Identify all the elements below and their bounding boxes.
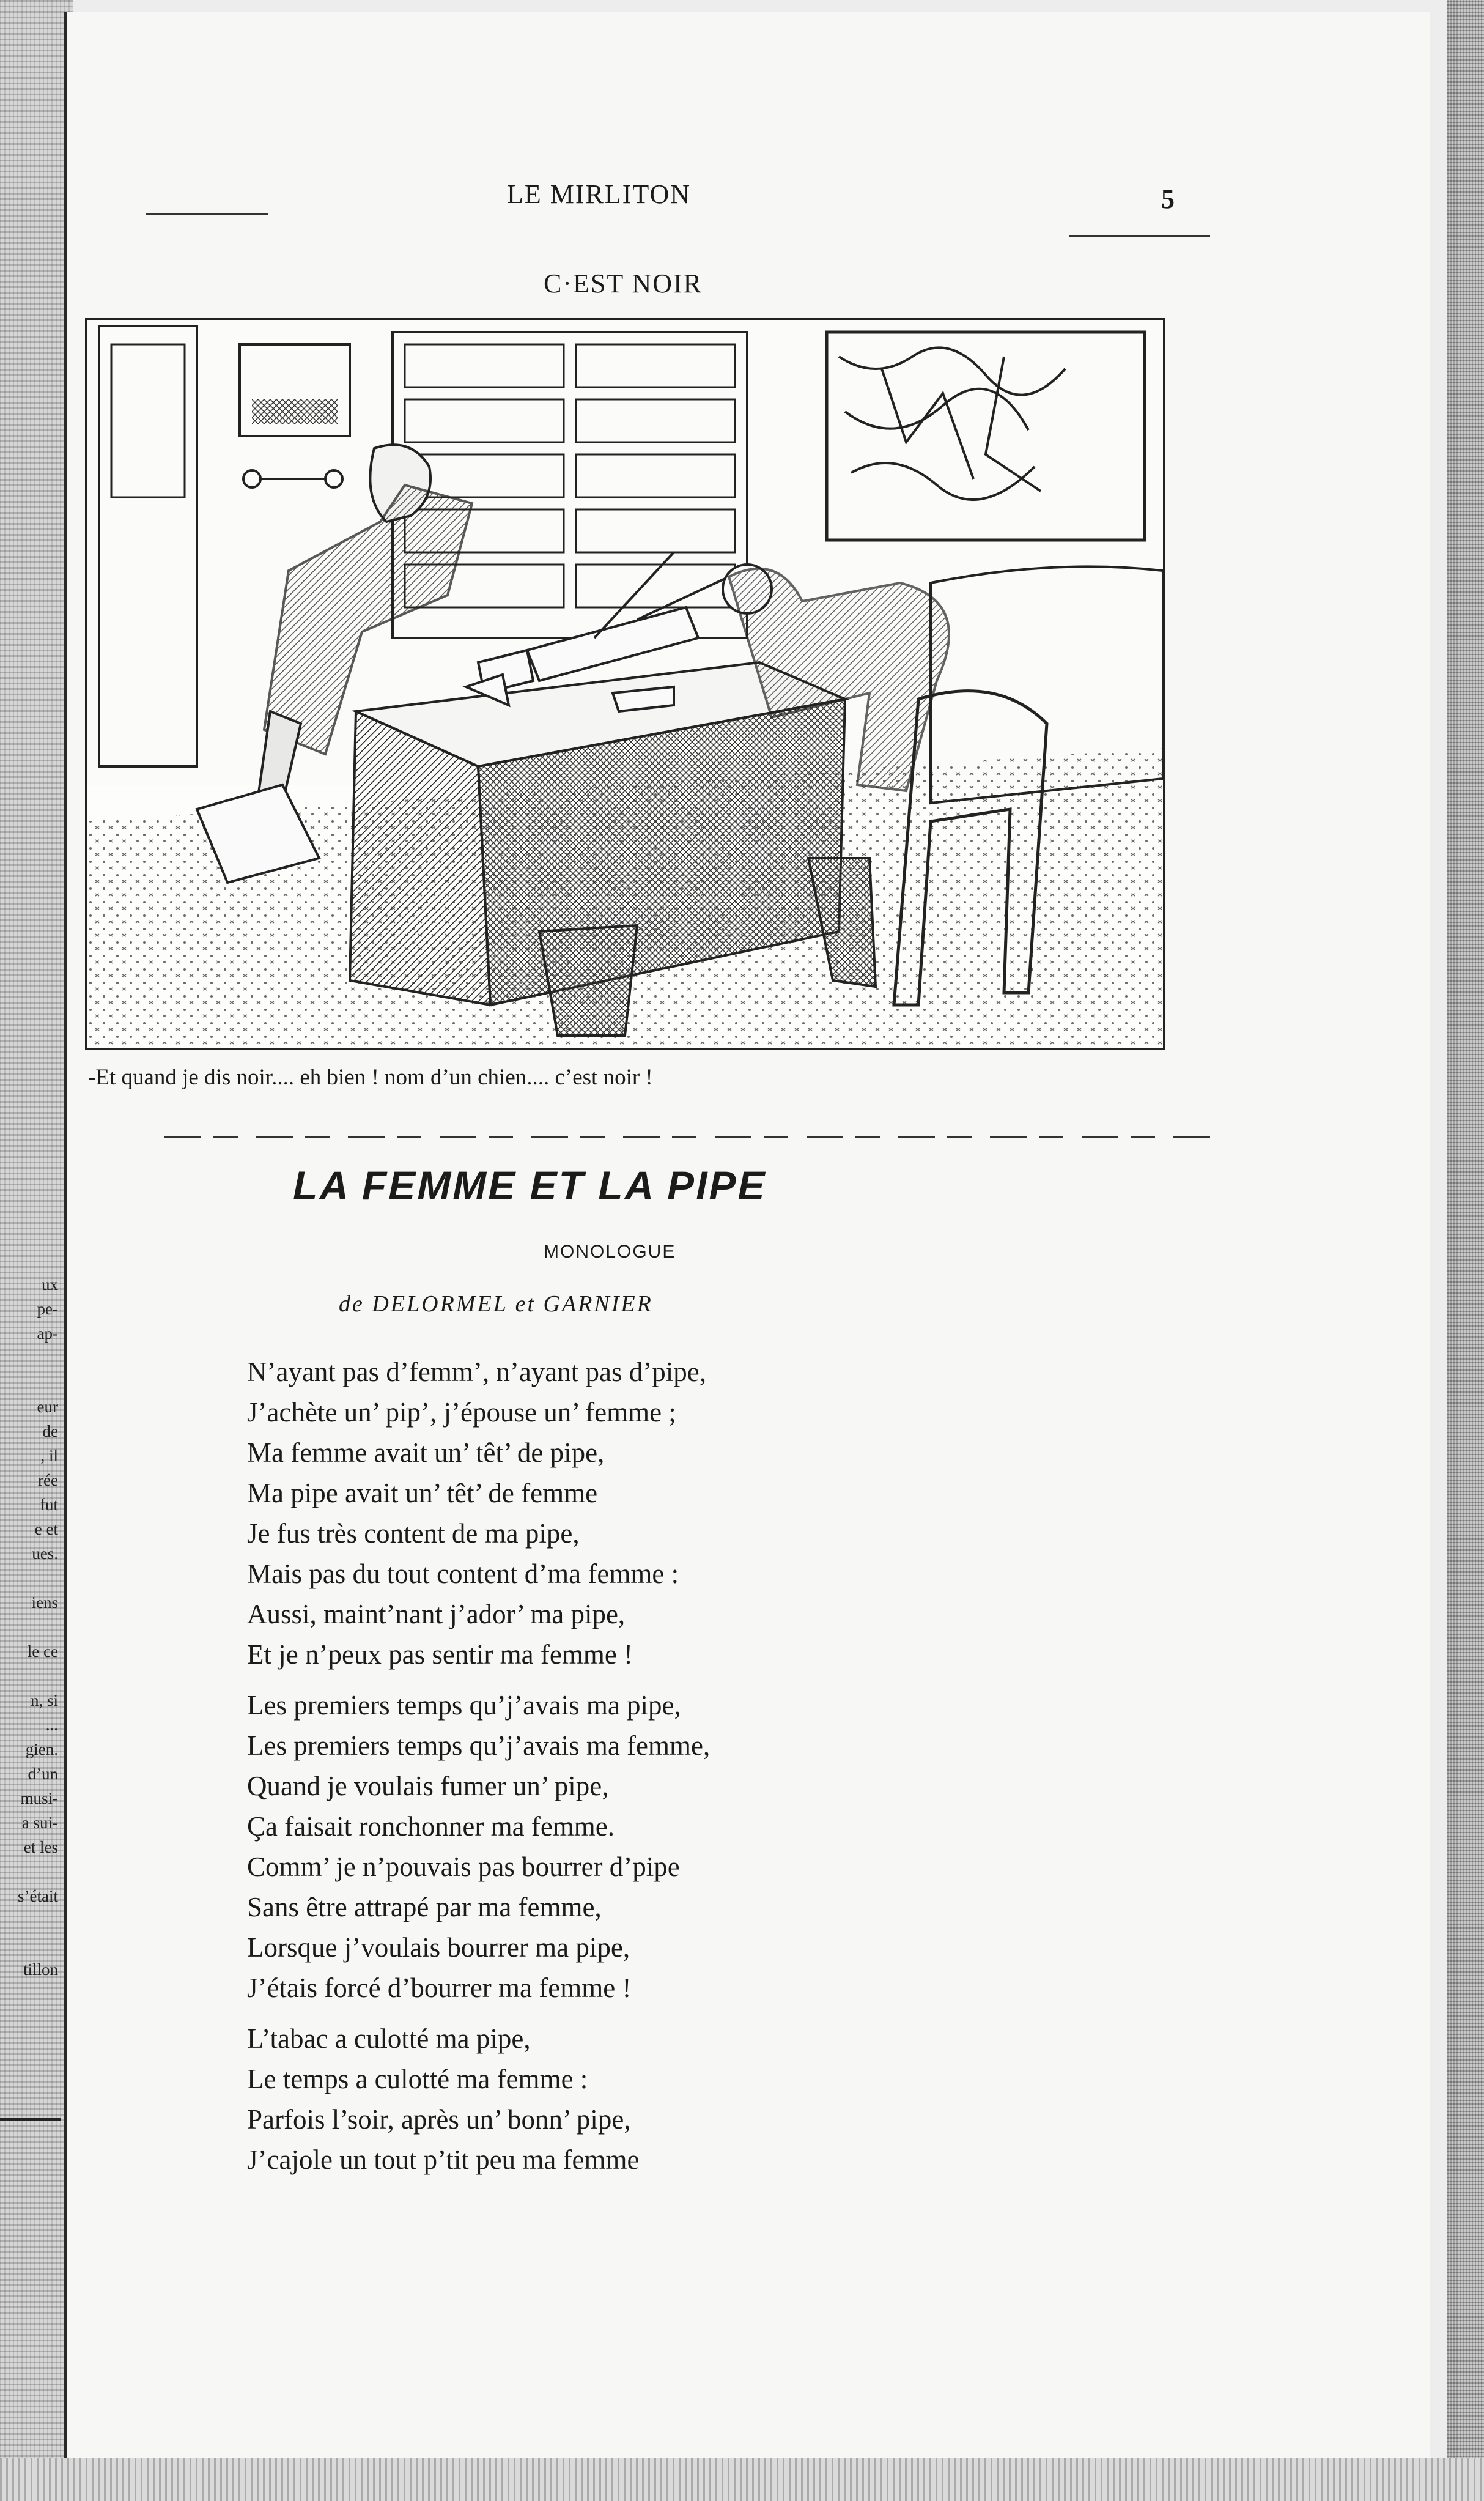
verse-line: Parfois l’soir, après un’ bonn’ pipe,: [247, 2104, 631, 2135]
verse-line: Ma pipe avait un’ têt’ de femme: [247, 1478, 598, 1508]
poem-subtitle: MONOLOGUE: [544, 1242, 676, 1262]
verse-line: Je fus très content de ma pipe,: [247, 1518, 580, 1549]
fragment-line: ues.: [32, 1544, 58, 1563]
verse-line: Les premiers temps qu’j’avais ma pipe,: [247, 1690, 681, 1721]
fragment-line: fut: [40, 1495, 58, 1514]
fragment-line: a sui-: [21, 1814, 58, 1832]
verse-line: Sans être attrapé par ma femme,: [247, 1892, 602, 1922]
cartoon-title: C·EST NOIR: [544, 269, 703, 298]
poem-title: LA FEMME ET LA PIPE: [293, 1163, 767, 1208]
verse-line: Comm’ je n’pouvais pas bourrer d’pipe: [247, 1851, 680, 1882]
magazine-page: [64, 12, 1430, 2467]
verse-line: Ça faisait ronchonner ma femme.: [247, 1811, 615, 1842]
verse-line: Et je n’peux pas sentir ma femme !: [247, 1639, 633, 1670]
header-rule: [1069, 235, 1210, 237]
running-title: LE MIRLITON: [507, 179, 692, 209]
verse-line: J’étais forcé d’bourrer ma femme !: [247, 1973, 632, 2003]
verse-line: L’tabac a culotté ma pipe,: [247, 2023, 531, 2054]
fragment-line: pe-: [37, 1300, 58, 1318]
header-rule: [146, 213, 268, 215]
fragment-line: et les: [23, 1838, 58, 1856]
verse-line: Les premiers temps qu’j’avais ma femme,: [247, 1730, 711, 1761]
fragment-line: tillon: [23, 1960, 58, 1979]
fragment-line: [0, 1346, 58, 1370]
verse-line: Le temps a culotté ma femme :: [247, 2064, 588, 2094]
fragment-line: e et: [34, 1520, 58, 1538]
fragment-line: [0, 1664, 58, 1688]
fragment-line: [0, 1859, 58, 1884]
poem-authors: de DELORMEL et GARNIER: [339, 1291, 653, 1317]
fragment-line: iens: [31, 1593, 58, 1612]
scan-edge-bottom: [0, 2458, 1484, 2501]
cartoon-caption: -Et quand je dis noir.... eh bien ! nom d’un chien.... c’est noir !: [88, 1065, 653, 1090]
stanza-3: [247, 2018, 640, 2180]
verse-line: Ma femme avait un’ têt’ de pipe,: [247, 1437, 605, 1468]
fragment-line: d’un: [28, 1765, 58, 1783]
fragment-line: musi-: [20, 1789, 58, 1807]
fragment-line: [0, 1908, 58, 1933]
fragment-line: rée: [38, 1471, 58, 1489]
verse-line: N’ayant pas d’femm’, n’ayant pas d’pipe,: [247, 1357, 706, 1387]
verse-line: Aussi, maint’nant j’ador’ ma pipe,: [247, 1599, 626, 1629]
verse-line: Lorsque j’voulais bourrer ma pipe,: [247, 1932, 630, 1963]
fragment-line: le ce: [27, 1642, 58, 1661]
cartoon-illustration: [85, 318, 1165, 1050]
stanza-1: [247, 1352, 706, 1675]
fragment-line: [0, 1566, 58, 1590]
verse-line: J’cajole un tout p’tit peu ma femme: [247, 2144, 640, 2175]
page-number: 5: [1161, 184, 1175, 214]
verse-line: Quand je voulais fumer un’ pipe,: [247, 1771, 609, 1801]
verse-line: Mais pas du tout content d’ma femme :: [247, 1558, 679, 1589]
scan-edge-right: [1447, 0, 1484, 2501]
fragment-line: [0, 1933, 58, 1957]
fragment-line: [0, 1615, 58, 1639]
fragment-line: ap-: [37, 1324, 58, 1343]
fragment-line: n, si: [30, 1691, 58, 1710]
fragment-line: eur: [37, 1398, 58, 1416]
section-rule: [164, 1136, 1216, 1138]
fragment-line: [0, 1370, 58, 1395]
fragment-line: de: [42, 1422, 58, 1440]
fragment-line: gien.: [25, 1740, 58, 1758]
fragment-line: ux: [42, 1275, 58, 1294]
previous-page-fragment: [0, 1272, 58, 2190]
stanza-2: [247, 1685, 710, 2008]
fragment-line: s’était: [18, 1887, 58, 1905]
verse-line: J’achète un’ pip’, j’épouse un’ femme ;: [247, 1397, 676, 1428]
fragment-line: ...: [45, 1716, 58, 1734]
fragment-line: , il: [40, 1447, 58, 1465]
previous-page-rule: [0, 2118, 61, 2121]
